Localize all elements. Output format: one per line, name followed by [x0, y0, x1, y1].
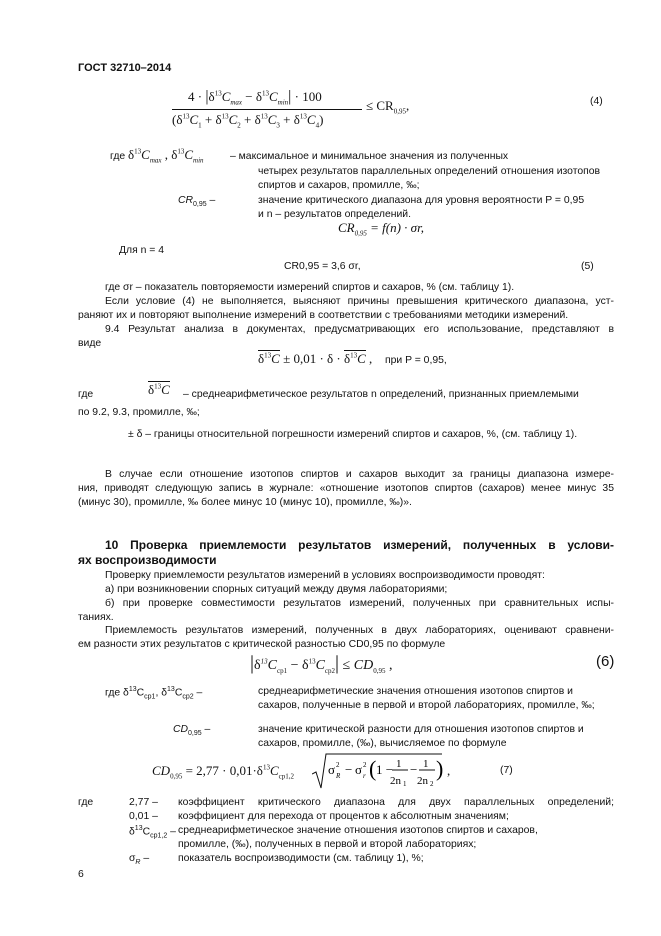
section-10-p3b: таниях.: [78, 612, 114, 623]
def-sym-001: 0,01 –: [129, 811, 158, 822]
svg-text:2: 2: [430, 780, 434, 788]
section-10-title-2: ях воспроизводимости: [78, 553, 217, 567]
def-sym-mean: $\delta^{13}C_{ср1,2}$ –: [129, 825, 176, 840]
where2-text-2: по 9.2, 9.3, промилле, ‰;: [78, 407, 200, 418]
svg-text:2: 2: [363, 761, 367, 769]
svg-text:σ: σ: [355, 762, 363, 777]
section-10-p4a: Приемлемость результатов измерений, полученных в двух лабораториях, оценивают сравнени-: [105, 625, 614, 636]
cd-label: $CD_{0,95}$ –: [173, 724, 211, 738]
section-10-p1: Проверку приемлемости результатов измерений в условиях воспроизводимости проводят:: [105, 570, 545, 581]
where1-text-2: четырех результатов параллельных определений отношения изотопов: [258, 166, 601, 177]
svg-text:−: −: [410, 762, 418, 777]
eq4-rhs: ≤ $CR_{0,95}$,: [366, 98, 410, 116]
svg-text:1 −: 1 −: [376, 762, 394, 777]
result-tail: при P = 0,95,: [385, 355, 447, 366]
delta-line: ± δ – границы относительной погрешности измерений спиртов и сахаров, %, (см. таблицу 1).: [128, 429, 578, 440]
svg-text:1: 1: [423, 758, 429, 770]
cd-text-2: сахаров, промилле, (‰), вычисляемое по формуле: [258, 738, 507, 749]
equation-7: $CD_{0,95} = 2,77 \cdot 0,01\cdot\delta^{13}C_{ср1,2}$: [152, 763, 294, 781]
para-9-4-1: 9.4 Результат анализа в документах, предусматривающих его использование, представляют в: [105, 324, 614, 335]
def-text-mean: среднеарифметическое значение отношения изотопов спиртов и сахаров,: [178, 825, 538, 836]
para-out-of-range-1: В случае если отношение изотопов спиртов и сахаров выходит за границы диапазона измере-: [105, 469, 614, 480]
def-sym-277: 2,77 –: [129, 797, 158, 808]
def-text-277: коэффициент критического диапазона для двух параллельных определений;: [178, 797, 614, 808]
where3-text-1: среднеарифметические значения отношения изотопов спиртов и: [258, 686, 573, 697]
eq7-tail: ,: [447, 763, 451, 778]
svg-text:−: −: [345, 762, 353, 777]
where2-lead: где: [78, 389, 94, 400]
def-text-001: коэффициент для перехода от процентов к абсолютным значениям;: [178, 811, 509, 822]
where3-lead: где $\delta^{13}C_{ср1}$, $\delta^{13}C_{ср2}$ –: [105, 686, 203, 701]
eq7-number: (7): [500, 765, 513, 776]
section-10-p3a: б) при проверке совместимости результатов измерений, полученных при сравнительных испы-: [105, 598, 614, 609]
svg-text:2n: 2n: [390, 775, 401, 787]
where3-text-2: сахаров, полученные в первой и второй лабораториях, промилле, ‰;: [258, 700, 595, 711]
svg-text:1: 1: [403, 780, 407, 788]
svg-text:2n: 2n: [417, 775, 428, 787]
where-lead: где: [110, 151, 126, 162]
def-sym-sigmaR: $\sigma_R$ –: [129, 853, 150, 867]
para-out-of-range-3: (минус 30), промилле, ‰ более минус 10 (минус 10), промилле, ‰)».: [78, 497, 412, 508]
eq4-number: (4): [590, 96, 603, 107]
svg-text:1: 1: [396, 758, 402, 770]
defs-lead: где: [78, 797, 94, 808]
section-10-title-1: 10 Проверка приемлемости результатов измерений, полученных в услови-: [105, 538, 614, 552]
where1-text-3: спиртов и сахаров, промилле, ‰;: [258, 180, 420, 191]
svg-text:σ: σ: [328, 762, 336, 777]
eq4-numerator: $4 \cdot |\delta^{13}C_{max} - \delta^{13}C_{min}| \cdot 100$: [188, 88, 322, 107]
section-10-p4b: ем разности этих результатов с критической разностью CD0,95 по формуле: [78, 639, 446, 650]
para-condition-2: раняют их и повторяют выполнение измерений в соответствии с требованиями методики измерений.: [78, 310, 569, 321]
def-text-mean-2: промилле, (‰), полученных в первой и второй лабораториях;: [178, 839, 477, 850]
cr-text-2: и n – результатов определений.: [258, 209, 411, 220]
where1-text-1: – максимальное и минимальное значения из полученных: [230, 151, 509, 162]
eq6-number: (6): [596, 653, 615, 670]
svg-text:): ): [436, 756, 444, 781]
equation-6: $|\delta^{13}C_{ср1} - \delta^{13}C_{ср2}| \le CD_{0,95}$ ,: [250, 652, 393, 675]
page-number: 6: [78, 869, 84, 880]
def-text-sigmaR: показатель воспроизводимости (см. таблицу 1), %;: [178, 853, 424, 864]
cd-text-1: значение критической разности для отношения изотопов спиртов и: [258, 724, 584, 735]
where2-text: – среднеарифметическое результатов n определений, признанных приемлемыми: [183, 389, 579, 400]
eq5-formula: CR0,95 = 3,6 σr,: [284, 261, 361, 272]
para-sigma: где σr – показатель повторяемости измерений спиртов и сахаров, % (см. таблицу 1).: [105, 282, 515, 293]
eq7-radical: [312, 752, 444, 792]
eq5-number: (5): [581, 261, 594, 272]
document-header: ГОСТ 32710–2014: [78, 62, 172, 74]
svg-text:2: 2: [336, 761, 340, 769]
result-formula: $\delta^{13}C \pm 0,01 \cdot \delta \cdot \delta^{13}C$ ,: [258, 351, 373, 366]
n4-lead: Для n = 4: [119, 245, 165, 256]
section-10-p2: а) при возникновении спорных ситуаций между двумя лабораториями;: [105, 584, 448, 595]
where2-symbol: $\delta^{13}C$: [148, 382, 170, 397]
svg-text:r: r: [363, 772, 366, 780]
svg-text:(: (: [369, 756, 377, 781]
eq4-denominator: $(\delta^{13}C_1 + \delta^{13}C_2 + \delta^{13}C_3 + \delta^{13}C_4)$: [172, 112, 324, 130]
where1-symbols: $\delta^{13}C_{max}$ , $\delta^{13}C_{min}$: [128, 147, 204, 165]
para-condition-1: Если условие (4) не выполняется, выясняют причины превышения критического диапазона, уст-: [105, 296, 614, 307]
cr-text-1: значение критического диапазона для уровня вероятности P = 0,95: [258, 195, 585, 206]
para-9-4-2: виде: [78, 338, 102, 349]
svg-text:R: R: [336, 772, 341, 780]
cr-label: $CR_{0,95}$ –: [178, 195, 216, 209]
cr-formula: $CR_{0,95} = f(n) \cdot \sigma r$,: [338, 220, 424, 238]
para-out-of-range-2: ния, приводят следующую запись в журнале: «отношение изотопов спиртов (сахаров) менее минус 35: [78, 483, 614, 494]
